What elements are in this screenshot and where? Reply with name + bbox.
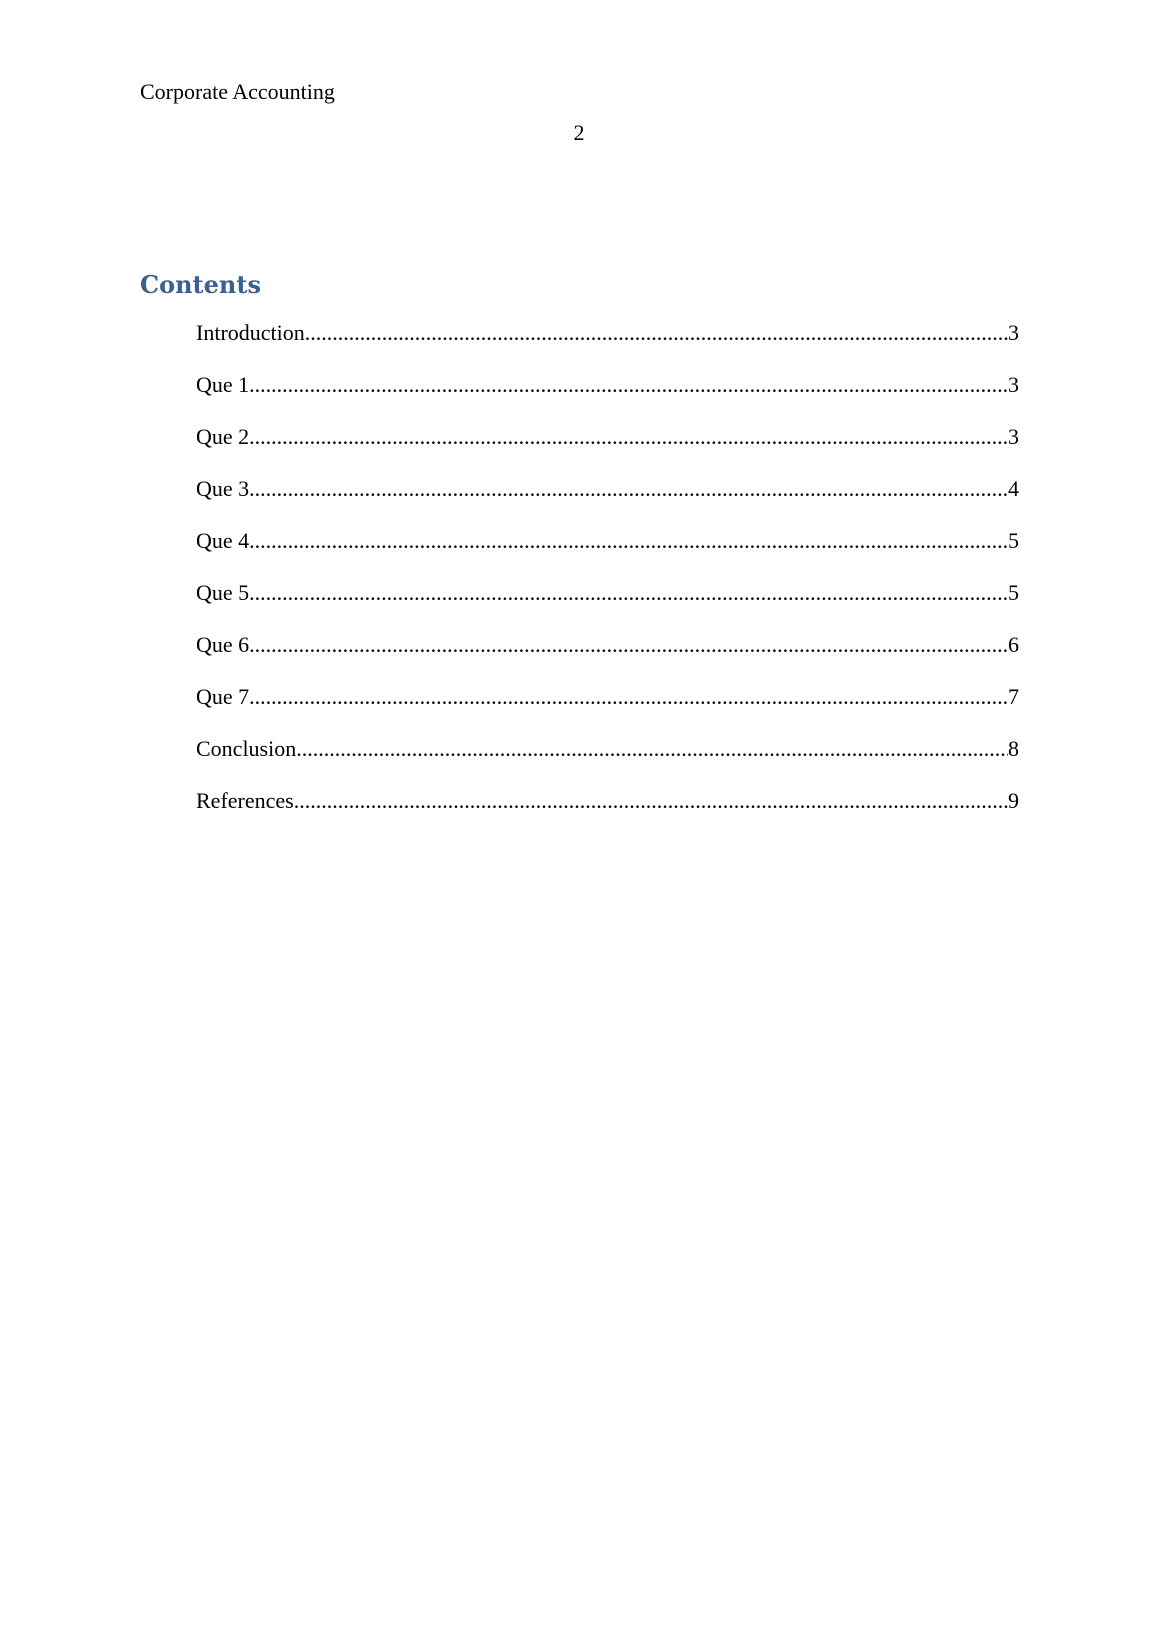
dot-leader [296, 736, 1008, 762]
toc-entry-que-6[interactable] [196, 632, 1019, 684]
toc-entry-que-3[interactable] [196, 476, 1019, 528]
dot-leader [294, 788, 1008, 814]
dot-leader [249, 684, 1008, 710]
toc-entry-introduction[interactable] [196, 320, 1019, 372]
toc-entry-que-7[interactable] [196, 684, 1019, 736]
toc-entry-que-4[interactable] [196, 528, 1019, 580]
toc-entry-label: Que 6 [196, 632, 250, 657]
toc-entry-references[interactable] [196, 788, 1019, 840]
dot-leader [305, 320, 1008, 346]
toc-entry-page: 5 [1008, 528, 1019, 553]
dot-leader [249, 580, 1008, 606]
toc-entry-page: 5 [1008, 580, 1019, 605]
page-number: 2 [573, 120, 585, 145]
dot-leader [249, 476, 1008, 502]
toc-entry-label: Que 4 [196, 528, 250, 553]
toc-entry-label: References [196, 788, 294, 813]
table-of-contents [196, 320, 1019, 840]
toc-entry-page: 3 [1008, 424, 1019, 449]
toc-entry-label: Que 5 [196, 580, 250, 605]
toc-entry-label: Que 3 [196, 476, 250, 501]
toc-entry-label: Que 1 [196, 372, 250, 397]
toc-heading: Contents [140, 270, 261, 299]
toc-entry-que-5[interactable] [196, 580, 1019, 632]
toc-entry-page: 3 [1008, 320, 1019, 345]
toc-entry-conclusion[interactable] [196, 736, 1019, 788]
toc-entry-label: Que 2 [196, 424, 250, 449]
toc-entry-page: 6 [1008, 632, 1019, 657]
toc-entry-que-1[interactable] [196, 372, 1019, 424]
toc-entry-page: 7 [1008, 684, 1019, 709]
running-header-title: Corporate Accounting [140, 79, 335, 104]
dot-leader [249, 632, 1008, 658]
dot-leader [249, 424, 1008, 450]
toc-entry-label: Conclusion [196, 736, 297, 761]
toc-entry-page: 4 [1008, 476, 1019, 501]
toc-entry-label: Introduction [196, 320, 305, 345]
toc-entry-page: 3 [1008, 372, 1019, 397]
dot-leader [249, 528, 1008, 554]
toc-entry-page: 9 [1008, 788, 1019, 813]
toc-entry-label: Que 7 [196, 684, 250, 709]
dot-leader [249, 372, 1008, 398]
toc-entry-page: 8 [1008, 736, 1019, 761]
toc-entry-que-2[interactable] [196, 424, 1019, 476]
